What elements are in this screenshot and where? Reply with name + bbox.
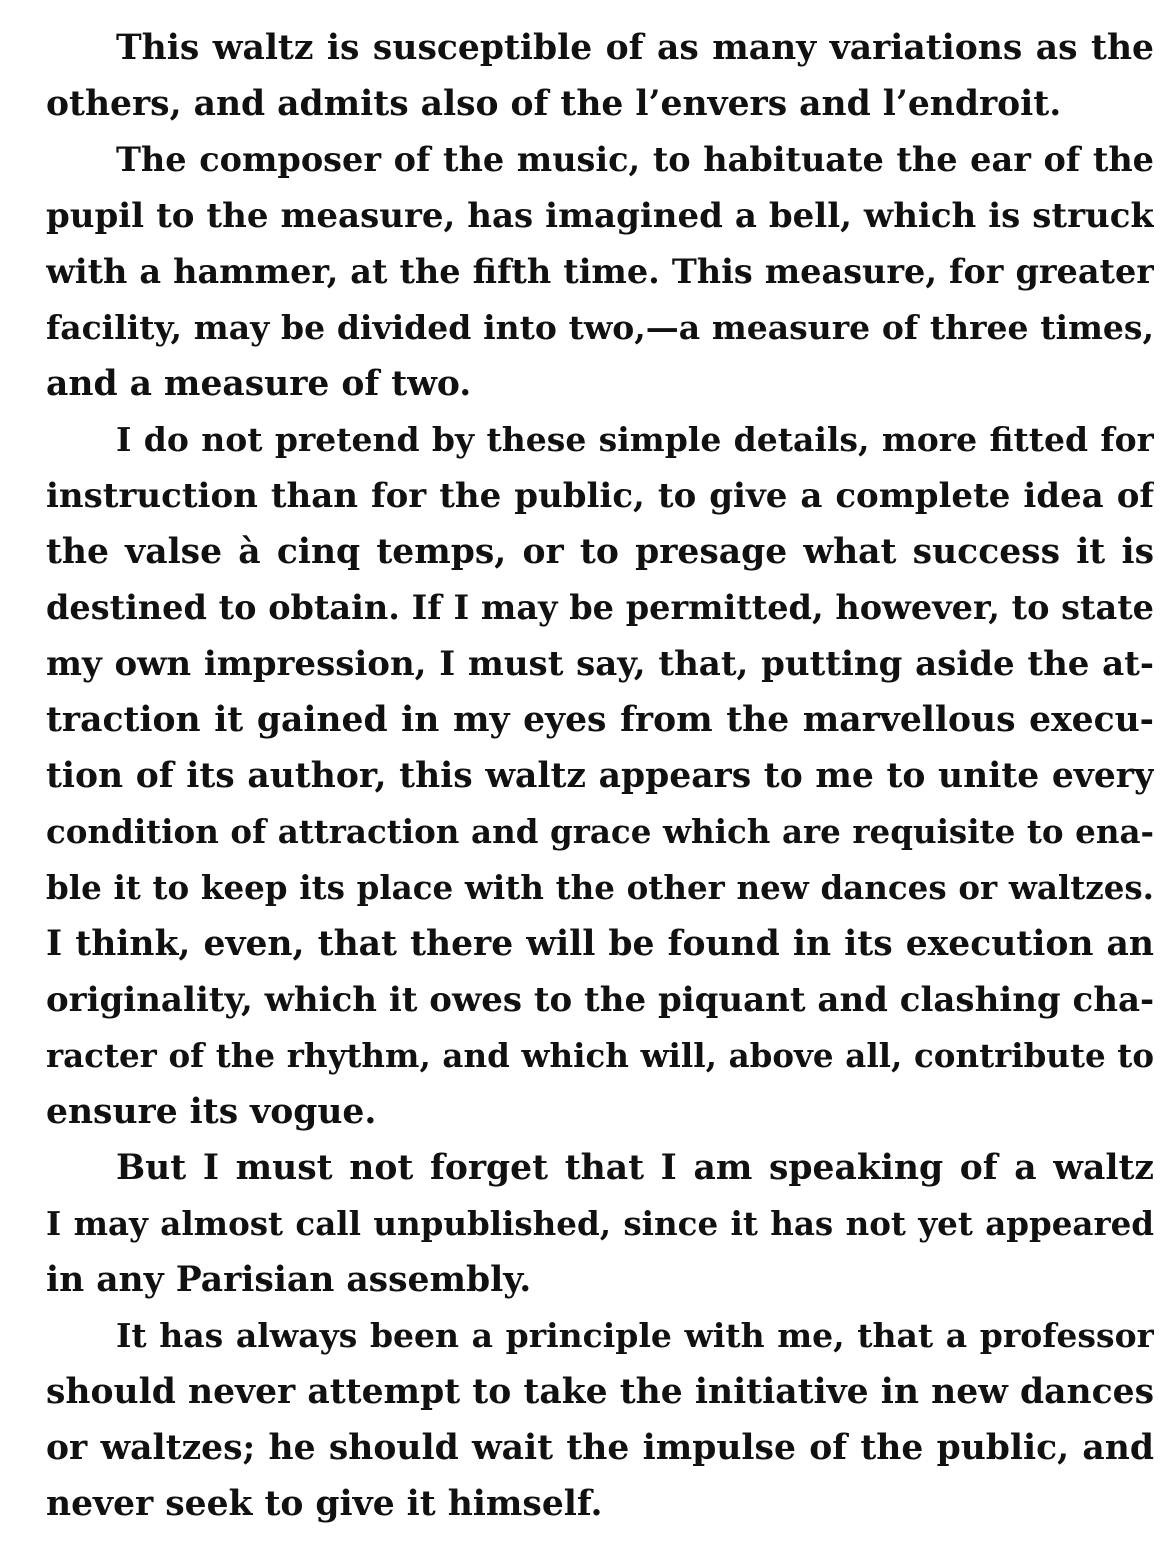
text-line: This waltz is susceptible of as many variations as the xyxy=(116,28,1154,68)
text-line: in any Parisian assembly. xyxy=(46,1260,532,1300)
paragraph-4 xyxy=(46,1140,1154,1308)
text-line: It has always been a principle with me, that a professor xyxy=(116,1316,1154,1355)
paragraph-2 xyxy=(46,132,1154,412)
text-line: never seek to give it himself. xyxy=(46,1484,603,1524)
text-line: racter of the rhythm, and which will, above all, contribute to xyxy=(46,1036,1154,1075)
text-line: condition of attraction and grace which are requisite to ena- xyxy=(46,812,1154,851)
text-line: should never attempt to take the initiative in new dances xyxy=(46,1372,1154,1412)
text-line: I do not pretend by these simple details, more fitted for xyxy=(116,420,1154,459)
text-line: my own impression, I must say, that, putting aside the at- xyxy=(46,644,1154,684)
text-line: pupil to the measure, has imagined a bell, which is struck xyxy=(46,196,1154,236)
text-line: others, and admits also of the l’envers and l’endroit. xyxy=(46,84,1062,124)
text-line: ensure its vogue. xyxy=(46,1092,377,1132)
text-line: and a measure of two. xyxy=(46,364,472,404)
page-text-body xyxy=(46,20,1154,1532)
text-line: originality, which it owes to the piquant and clashing cha- xyxy=(46,980,1154,1020)
text-line: tion of its author, this waltz appears to me to unite every xyxy=(46,756,1154,796)
text-line: facility, may be divided into two,—a measure of three times, xyxy=(46,308,1154,347)
paragraph-5 xyxy=(46,1308,1154,1532)
text-line: the valse à cinq temps, or to presage what success it is xyxy=(46,532,1154,572)
text-line: destined to obtain. If I may be permitted, however, to state xyxy=(46,588,1154,627)
text-line: I may almost call unpublished, since it has not yet appeared xyxy=(46,1204,1154,1243)
paragraph-3 xyxy=(46,412,1154,1140)
text-line: with a hammer, at the fifth time. This measure, for greater xyxy=(46,252,1154,291)
text-line: instruction than for the public, to give a complete idea of xyxy=(46,476,1154,516)
paragraph-1 xyxy=(46,20,1154,132)
text-line: traction it gained in my eyes from the marvellous execu- xyxy=(46,700,1154,740)
text-line: The composer of the music, to habituate the ear of the xyxy=(116,140,1154,179)
text-line: But I must not forget that I am speaking of a waltz xyxy=(116,1148,1154,1188)
text-line: or waltzes; he should wait the impulse of the public, and xyxy=(46,1428,1154,1468)
text-line: ble it to keep its place with the other new dances or waltzes. xyxy=(46,868,1154,907)
text-line: I think, even, that there will be found in its execution an xyxy=(46,924,1154,964)
